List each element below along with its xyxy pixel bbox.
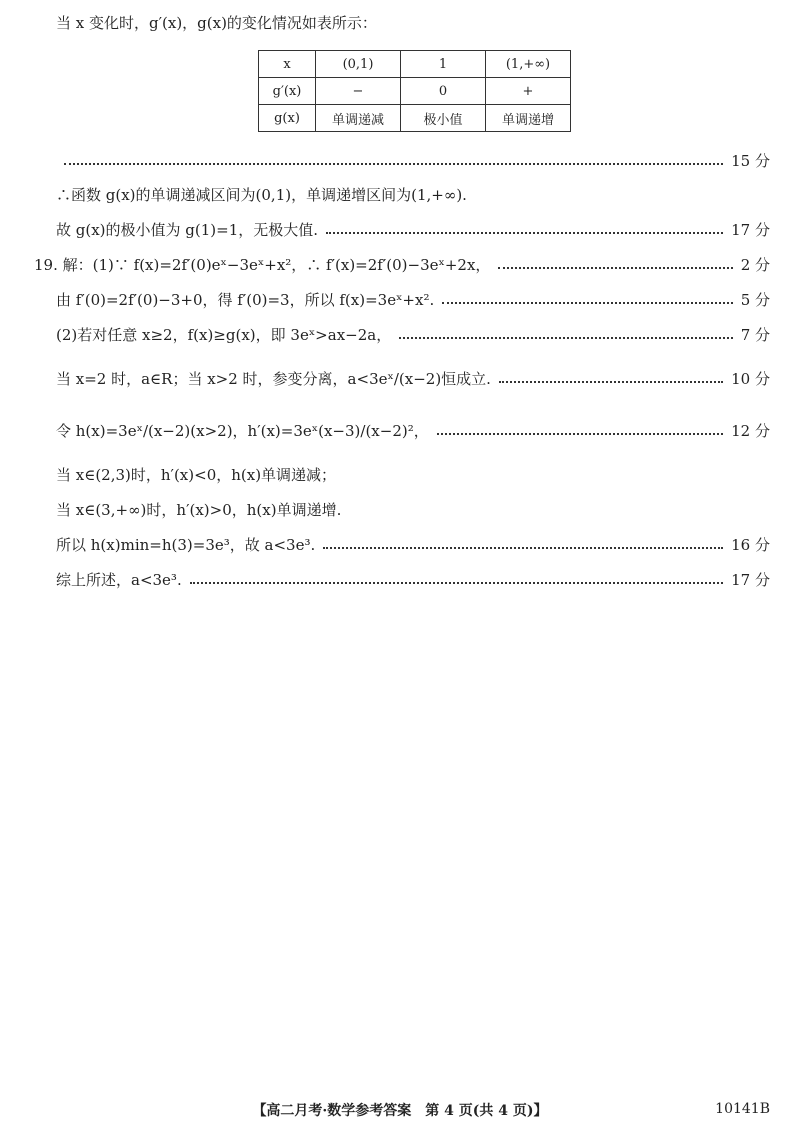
table-row bbox=[259, 78, 571, 105]
score: 12 分 bbox=[731, 421, 770, 440]
table-cell: 单调递增 bbox=[486, 105, 571, 132]
table-cell: (0,1) bbox=[316, 51, 401, 78]
text-line bbox=[56, 322, 770, 346]
dot-leader bbox=[326, 232, 723, 234]
table-cell: x bbox=[259, 51, 316, 78]
score: 7 分 bbox=[740, 325, 770, 344]
score-line bbox=[56, 148, 770, 172]
text-line bbox=[56, 497, 770, 521]
table-cell: 极小值 bbox=[401, 105, 486, 132]
text-line bbox=[56, 217, 770, 241]
table-cell: g′(x) bbox=[259, 78, 316, 105]
table-cell: g(x) bbox=[259, 105, 316, 132]
text-line bbox=[56, 10, 770, 34]
score: 17 分 bbox=[731, 220, 770, 239]
score: 16 分 bbox=[731, 535, 770, 554]
text: 综上所述，a<3e³. bbox=[56, 570, 182, 589]
dot-leader bbox=[399, 337, 732, 339]
table-row bbox=[259, 105, 571, 132]
text-line bbox=[56, 532, 770, 556]
text: 由 f′(0)=2f′(0)−3+0，得 f′(0)=3，所以 f(x)=3eˣ+x². bbox=[56, 290, 435, 309]
text: 故 g(x)的极小值为 g(1)=1，无极大值. bbox=[56, 220, 319, 239]
score: 15 分 bbox=[731, 151, 770, 170]
text-line bbox=[34, 252, 770, 276]
text: 令 h(x)=3eˣ/(x−2)(x>2)，h′(x)=3eˣ(x−3)/(x−2)²， bbox=[56, 421, 429, 440]
text: 当 x=2 时，a∈R；当 x>2 时，参变分离，a<3eˣ/(x−2)恒成立. bbox=[56, 369, 491, 388]
score: 17 分 bbox=[731, 570, 770, 589]
variation-table bbox=[258, 50, 571, 132]
dot-leader bbox=[64, 163, 723, 165]
document-code: 10141B bbox=[715, 1101, 770, 1117]
score: 10 分 bbox=[731, 369, 770, 388]
dot-leader bbox=[323, 547, 723, 549]
text: (2)若对任意 x≥2，f(x)≥g(x)，即 3eˣ>ax−2a， bbox=[56, 325, 392, 344]
dot-leader bbox=[442, 302, 732, 304]
table-row bbox=[259, 51, 571, 78]
text-line bbox=[56, 418, 770, 442]
score: 2 分 bbox=[740, 255, 770, 274]
text: 所以 h(x)min=h(3)=3e³，故 a<3e³. bbox=[56, 535, 316, 554]
text: 当 x 变化时，g′(x)，g(x)的变化情况如表所示： bbox=[56, 13, 377, 32]
text: 19. 解：(1)∵ f(x)=2f′(0)eˣ−3eˣ+x²，∴ f′(x)=2f′(0)−3eˣ+2x， bbox=[34, 255, 491, 274]
text-line bbox=[56, 287, 770, 311]
table-cell: 单调递减 bbox=[316, 105, 401, 132]
dot-leader bbox=[498, 267, 732, 269]
table-cell: (1,+∞) bbox=[486, 51, 571, 78]
table-cell: − bbox=[316, 78, 401, 105]
score: 5 分 bbox=[740, 290, 770, 309]
table-cell: 1 bbox=[401, 51, 486, 78]
text-line bbox=[56, 366, 770, 390]
text-line bbox=[56, 567, 770, 591]
dot-leader bbox=[437, 433, 723, 435]
dot-leader bbox=[190, 582, 723, 584]
text-line bbox=[56, 182, 770, 206]
text-line bbox=[56, 462, 770, 486]
page-footer: 【高二月考·数学参考答案 第 4 页(共 4 页)】 bbox=[252, 1103, 548, 1119]
text: 当 x∈(2,3)时，h′(x)<0，h(x)单调递减； bbox=[56, 465, 337, 484]
text: 当 x∈(3,+∞)时，h′(x)>0，h(x)单调递增. bbox=[56, 500, 342, 519]
text: ∴函数 g(x)的单调递减区间为(0,1)，单调递增区间为(1,+∞). bbox=[56, 185, 467, 204]
dot-leader bbox=[499, 381, 723, 383]
table-cell: 0 bbox=[401, 78, 486, 105]
table-cell: + bbox=[486, 78, 571, 105]
